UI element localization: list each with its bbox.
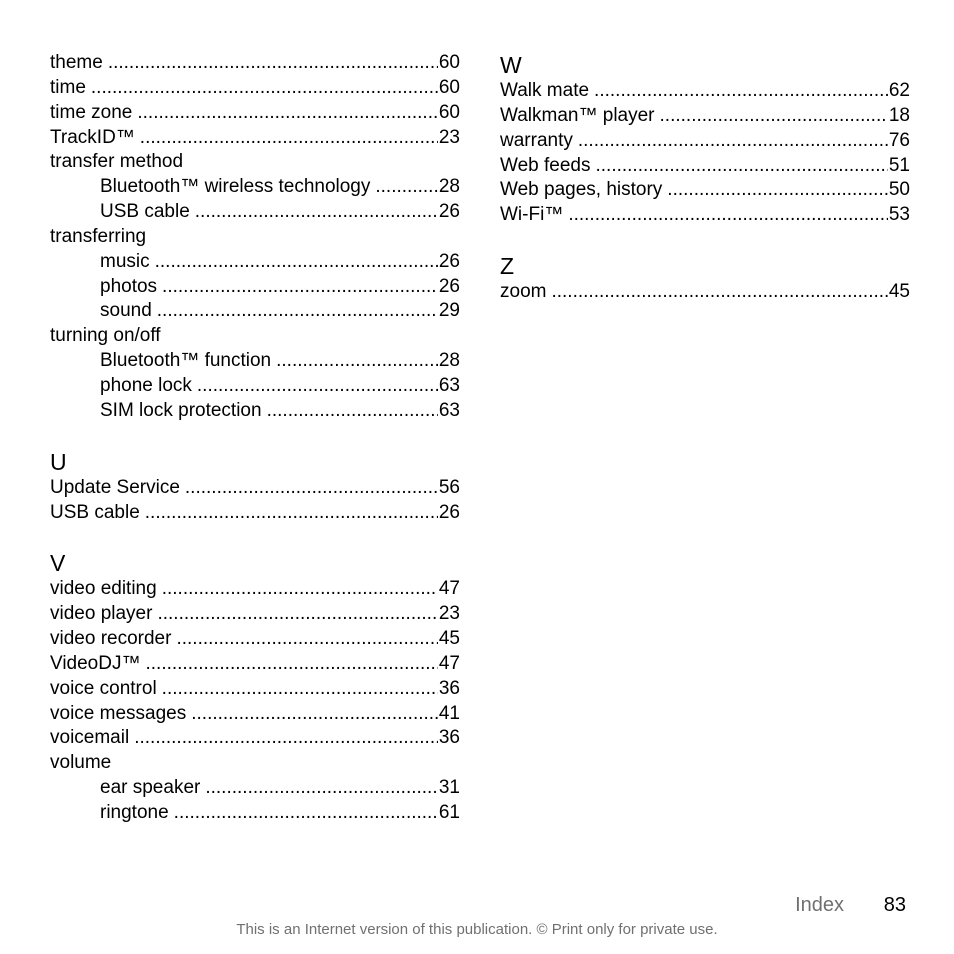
dot-leader [594,79,888,104]
index-page-number: 60 [438,76,460,98]
index-letter-heading: V [50,550,66,577]
index-page-number: 60 [438,101,460,123]
dot-leader [578,129,888,154]
index-term: voicemail [50,727,130,749]
index-entry [50,726,460,751]
index-page-number: 36 [438,677,460,699]
dot-leader [162,577,438,602]
index-page-number: 51 [888,154,910,176]
dot-leader [145,652,437,677]
index-term: time zone [50,101,133,123]
index-page-number: 23 [438,603,460,625]
index-page-number: 63 [438,399,460,421]
index-subentry [50,275,460,300]
index-subentry [50,299,460,324]
index-page-number: 62 [888,80,910,101]
index-page-number: 45 [888,281,910,303]
index-entry [50,476,460,501]
index-term: photos [100,275,158,297]
dot-leader [568,203,888,228]
index-subentry [50,250,460,275]
index-page-number: 61 [438,801,460,823]
index-entry [50,76,460,101]
index-entry [50,677,460,702]
index-term: Web pages, history [500,179,663,201]
index-page-number: 26 [438,501,460,523]
index-term: VideoDJ™ [50,652,141,674]
footer-section-title: Index [795,894,844,916]
index-term: voice control [50,677,157,699]
index-letter-heading: Z [500,253,515,280]
index-page-number: 47 [438,652,460,674]
index-page-number: 36 [438,727,460,749]
index-term: volume [50,752,112,774]
index-term: USB cable [50,501,140,523]
index-page-number: 28 [438,176,460,198]
dot-leader [375,175,437,200]
index-entry [50,126,460,151]
dot-leader [667,178,888,203]
index-subentry [50,349,460,374]
index-letter-heading: U [50,448,67,475]
index-page-number: 31 [438,777,460,799]
index-term: USB cable [100,201,190,223]
dot-leader [197,374,438,399]
dot-leader [157,602,437,627]
dot-leader [595,154,887,179]
index-term: theme [50,52,103,73]
index-page-number: 18 [888,104,910,126]
dot-leader [276,349,438,374]
index-page-number: 45 [438,628,460,650]
index-page-number: 26 [438,250,460,272]
index-term: Update Service [50,476,180,498]
index-page-number: 76 [888,129,910,151]
index-page-number: 47 [438,578,460,600]
index-term: Wi-Fi™ [500,204,564,226]
index-column-left [50,51,460,826]
index-group-heading [50,324,460,349]
index-term: warranty [500,129,573,151]
index-term: time [50,76,86,98]
index-page-number: 26 [438,201,460,223]
index-page-number: 41 [438,702,460,724]
dot-leader [108,51,438,76]
dot-leader [267,399,438,424]
index-page-number: 50 [888,179,910,201]
index-page-number: 29 [438,300,460,322]
index-entry [50,51,460,76]
index-entry [500,154,910,179]
footer-page-number: 83 [883,894,906,916]
dot-leader [191,702,438,727]
index-term: zoom [500,281,547,303]
index-column-right [500,51,910,305]
index-entry [50,501,460,526]
index-group-heading [50,150,460,175]
index-term: ringtone [100,801,169,823]
footer-notice: This is an Internet version of this publication. © Print only for private use. [236,921,718,938]
index-group-heading [50,751,460,776]
index-page-number: 56 [438,476,460,498]
index-term: sound [100,300,152,322]
index-subentry [50,175,460,200]
index-subentry [50,801,460,826]
index-letter-heading: W [500,52,522,78]
index-term: Web feeds [500,154,591,176]
dot-leader [162,677,438,702]
index-entry [50,101,460,126]
index-term: TrackID™ [50,126,135,148]
index-page-number: 28 [438,350,460,372]
dot-leader [551,280,887,305]
index-term: Bluetooth™ wireless technology [100,176,371,198]
index-term: video editing [50,578,157,600]
index-entry [500,129,910,154]
index-entry [50,602,460,627]
index-term: Walkman™ player [500,104,655,126]
dot-leader [137,101,437,126]
index-entry [500,280,910,305]
index-page-number: 53 [888,204,910,226]
index-term: phone lock [100,374,192,396]
dot-leader [155,250,438,275]
index-term: SIM lock protection [100,399,262,421]
index-entry [500,104,910,129]
index-subentry [50,374,460,399]
dot-leader [91,76,438,101]
index-group-heading [50,225,460,250]
index-term: transfer method [50,151,184,173]
dot-leader [140,126,438,151]
dot-leader [145,501,438,526]
index-term: Bluetooth™ function [100,350,272,372]
index-term: video player [50,603,153,625]
dot-leader [176,627,437,652]
index-term: voice messages [50,702,187,724]
index-term: Walk mate [500,80,590,101]
index-page-number: 23 [438,126,460,148]
dot-leader [185,476,438,501]
index-entry [50,627,460,652]
dot-leader [134,726,438,751]
index-page-number: 60 [438,52,460,73]
dot-leader [157,299,438,324]
index-entry [50,652,460,677]
index-subentry [50,200,460,225]
index-term: video recorder [50,628,172,650]
index-term: music [100,250,150,272]
dot-leader [162,275,438,300]
index-entry [50,577,460,602]
dot-leader [195,200,438,225]
dot-leader [205,776,438,801]
index-entry [500,203,910,228]
index-subentry [50,776,460,801]
index-term: transferring [50,225,147,247]
dot-leader [174,801,438,826]
index-page-number: 26 [438,275,460,297]
index-page-number: 63 [438,374,460,396]
dot-leader [660,104,888,129]
index-subentry [50,399,460,424]
index-entry [500,79,910,104]
index-entry [50,702,460,727]
index-term: turning on/off [50,325,161,347]
index-term: ear speaker [100,777,201,799]
index-entry [500,178,910,203]
